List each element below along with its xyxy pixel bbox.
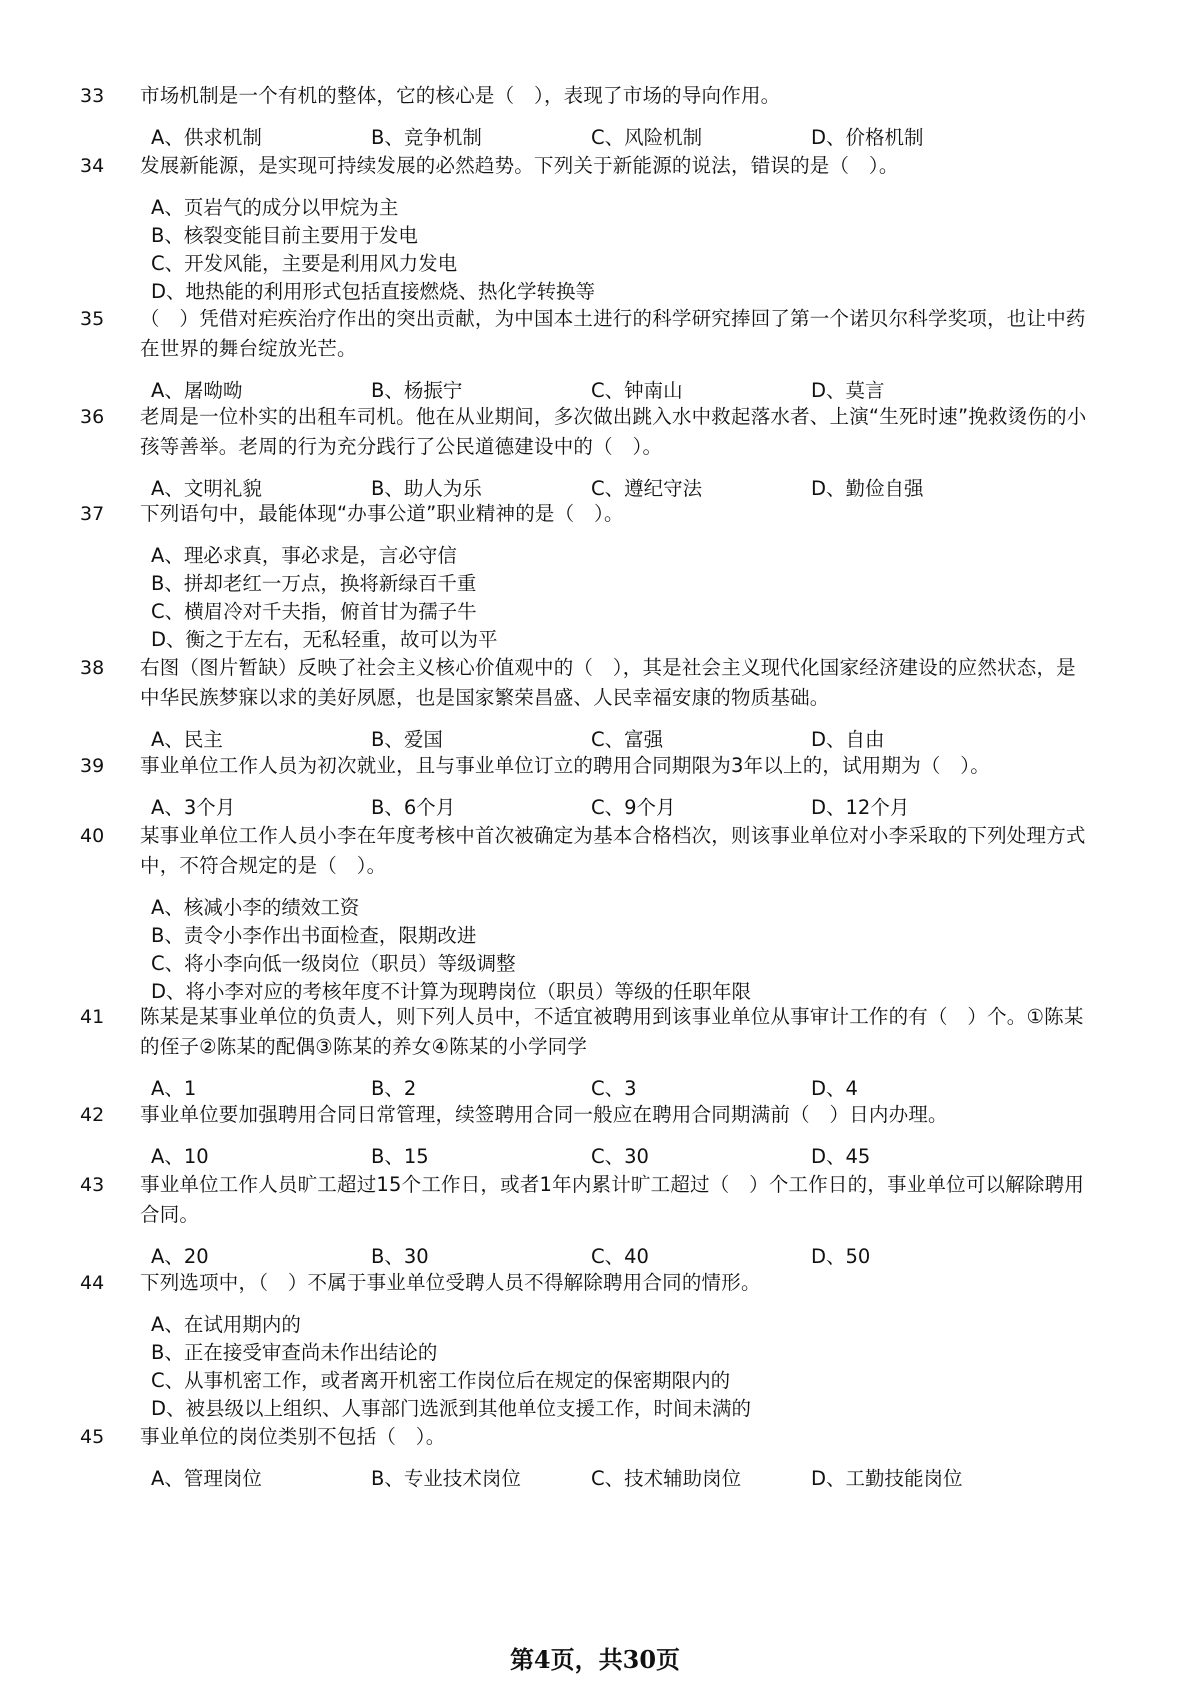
option-d: D、工勤技能岗位 [811,1467,963,1490]
option-d: D、45 [811,1145,871,1168]
option-a: A、页岩气的成分以甲烷为主 [151,196,399,219]
option-c: C、富强 [591,728,664,751]
question-text: 事业单位工作人员为初次就业，且与事业单位订立的聘用合同期限为3年以上的，试用期为（ ）。 [140,754,990,777]
question-text: 老周是一位朴实的出租车司机。他在从业期间，多次做出跳入水中救起落水者、上演“生死时速”挽救烫伤的小孩等善举。老周的行为充分践行了公民道德建设中的（ ）。 [140,405,1087,458]
option-c: C、钟南山 [591,379,683,402]
option-d: D、莫言 [811,379,885,402]
option-b: B、专业技术岗位 [371,1467,521,1490]
option-d: D、价格机制 [811,126,924,149]
question-number: 42 [80,1104,105,1126]
question-text: 事业单位工作人员旷工超过15个工作日，或者1年内累计旷工超过（ ）个工作日的，事业单位可以解除聘用合同。 [140,1173,1085,1226]
question-text: 右图（图片暂缺）反映了社会主义核心价值观中的（ ），其是社会主义现代化国家经济建设的应然状态，是中华民族梦寐以求的美好夙愿，也是国家繁荣昌盛、人民幸福安康的物质基础。 [140,656,1076,709]
option-b: B、拼却老红一万点，换将新绿百千重 [151,572,477,595]
option-b: B、15 [371,1145,429,1168]
option-a: A、理必求真，事必求是，言必守信 [151,544,457,567]
option-c: C、40 [591,1245,649,1268]
page-footer: 第4页，共30页 [509,1645,681,1674]
option-d: D、地热能的利用形式包括直接燃烧、热化学转换等 [151,280,596,303]
option-a: A、管理岗位 [151,1467,262,1490]
option-d: D、自由 [811,728,885,751]
option-b: B、6个月 [371,796,456,819]
option-d: D、12个月 [811,796,910,819]
option-b: B、30 [371,1245,429,1268]
question-number: 45 [80,1426,105,1448]
option-a: A、在试用期内的 [151,1313,301,1336]
option-d: D、将小李对应的考核年度不计算为现聘岗位（职员）等级的任职年限 [151,980,752,1003]
question-number: 33 [80,85,105,107]
option-d: D、勤俭自强 [811,477,924,500]
option-c: C、横眉冷对千夫指，俯首甘为孺子牛 [151,600,477,623]
question-number: 41 [80,1006,105,1028]
option-a: A、3个月 [151,796,236,819]
question-text: （ ）凭借对疟疾治疗作出的突出贡献，为中国本土进行的科学研究捧回了第一个诺贝尔科学奖项，也让中药在世界的舞台绽放光芒。 [140,307,1086,360]
question-number: 34 [80,155,105,177]
option-c: C、将小李向低一级岗位（职员）等级调整 [151,952,516,975]
option-a: A、10 [151,1145,209,1168]
question-number: 36 [80,406,105,428]
question-number: 39 [80,755,105,777]
option-c: C、从事机密工作，或者离开机密工作岗位后在规定的保密期限内的 [151,1369,731,1392]
question-text: 市场机制是一个有机的整体，它的核心是（ ），表现了市场的导向作用。 [140,84,781,107]
option-b: B、2 [371,1077,417,1100]
option-a: A、屠呦呦 [151,379,243,402]
option-a: A、文明礼貌 [151,477,262,500]
option-d: D、50 [811,1245,871,1268]
option-a: A、核减小李的绩效工资 [151,896,360,919]
question-text: 下列选项中，（ ）不属于事业单位受聘人员不得解除聘用合同的情形。 [140,1271,761,1294]
option-c: C、30 [591,1145,649,1168]
question-text: 发展新能源，是实现可持续发展的必然趋势。下列关于新能源的说法，错误的是（ ）。 [140,154,899,177]
option-a: A、20 [151,1245,209,1268]
option-d: D、4 [811,1077,858,1100]
option-a: A、民主 [151,728,223,751]
option-c: C、开发风能，主要是利用风力发电 [151,252,458,275]
question-number: 43 [80,1174,105,1196]
question-text: 陈某是某事业单位的负责人，则下列人员中，不适宜被聘用到该事业单位从事审计工作的有（ ）个。①陈某的侄子②陈某的配偶③陈某的养女④陈某的小学同学 [140,1005,1084,1058]
option-b: B、核裂变能目前主要用于发电 [151,224,418,247]
question-number: 44 [80,1272,105,1294]
option-b: B、正在接受审查尚未作出结论的 [151,1341,438,1364]
option-c: C、3 [591,1077,637,1100]
option-c: C、9个月 [591,796,676,819]
question-text: 下列语句中，最能体现“办事公道”职业精神的是（ ）。 [140,502,624,525]
question-number: 40 [80,825,105,847]
option-b: B、竞争机制 [371,126,482,149]
option-c: C、技术辅助岗位 [591,1467,742,1490]
option-a: A、供求机制 [151,126,262,149]
question-text: 事业单位的岗位类别不包括（ ）。 [140,1425,446,1448]
question-number: 37 [80,503,105,525]
option-b: B、助人为乐 [371,477,482,500]
option-a: A、1 [151,1077,197,1100]
option-b: B、爱国 [371,728,443,751]
option-c: C、风险机制 [591,126,703,149]
question-text: 事业单位要加强聘用合同日常管理，续签聘用合同一般应在聘用合同期满前（ ）日内办理。 [140,1103,948,1126]
question-number: 38 [80,657,105,679]
question-number: 35 [80,308,105,330]
option-c: C、遵纪守法 [591,477,703,500]
option-d: D、衡之于左右，无私轻重，故可以为平 [151,628,498,651]
option-b: B、责令小李作出书面检查，限期改进 [151,924,477,947]
option-b: B、杨振宁 [371,379,463,402]
option-d: D、被县级以上组织、人事部门选派到其他单位支援工作，时间未满的 [151,1397,752,1420]
question-text: 某事业单位工作人员小李在年度考核中首次被确定为基本合格档次，则该事业单位对小李采取的下列处理方式中，不符合规定的是（ ）。 [140,824,1086,877]
